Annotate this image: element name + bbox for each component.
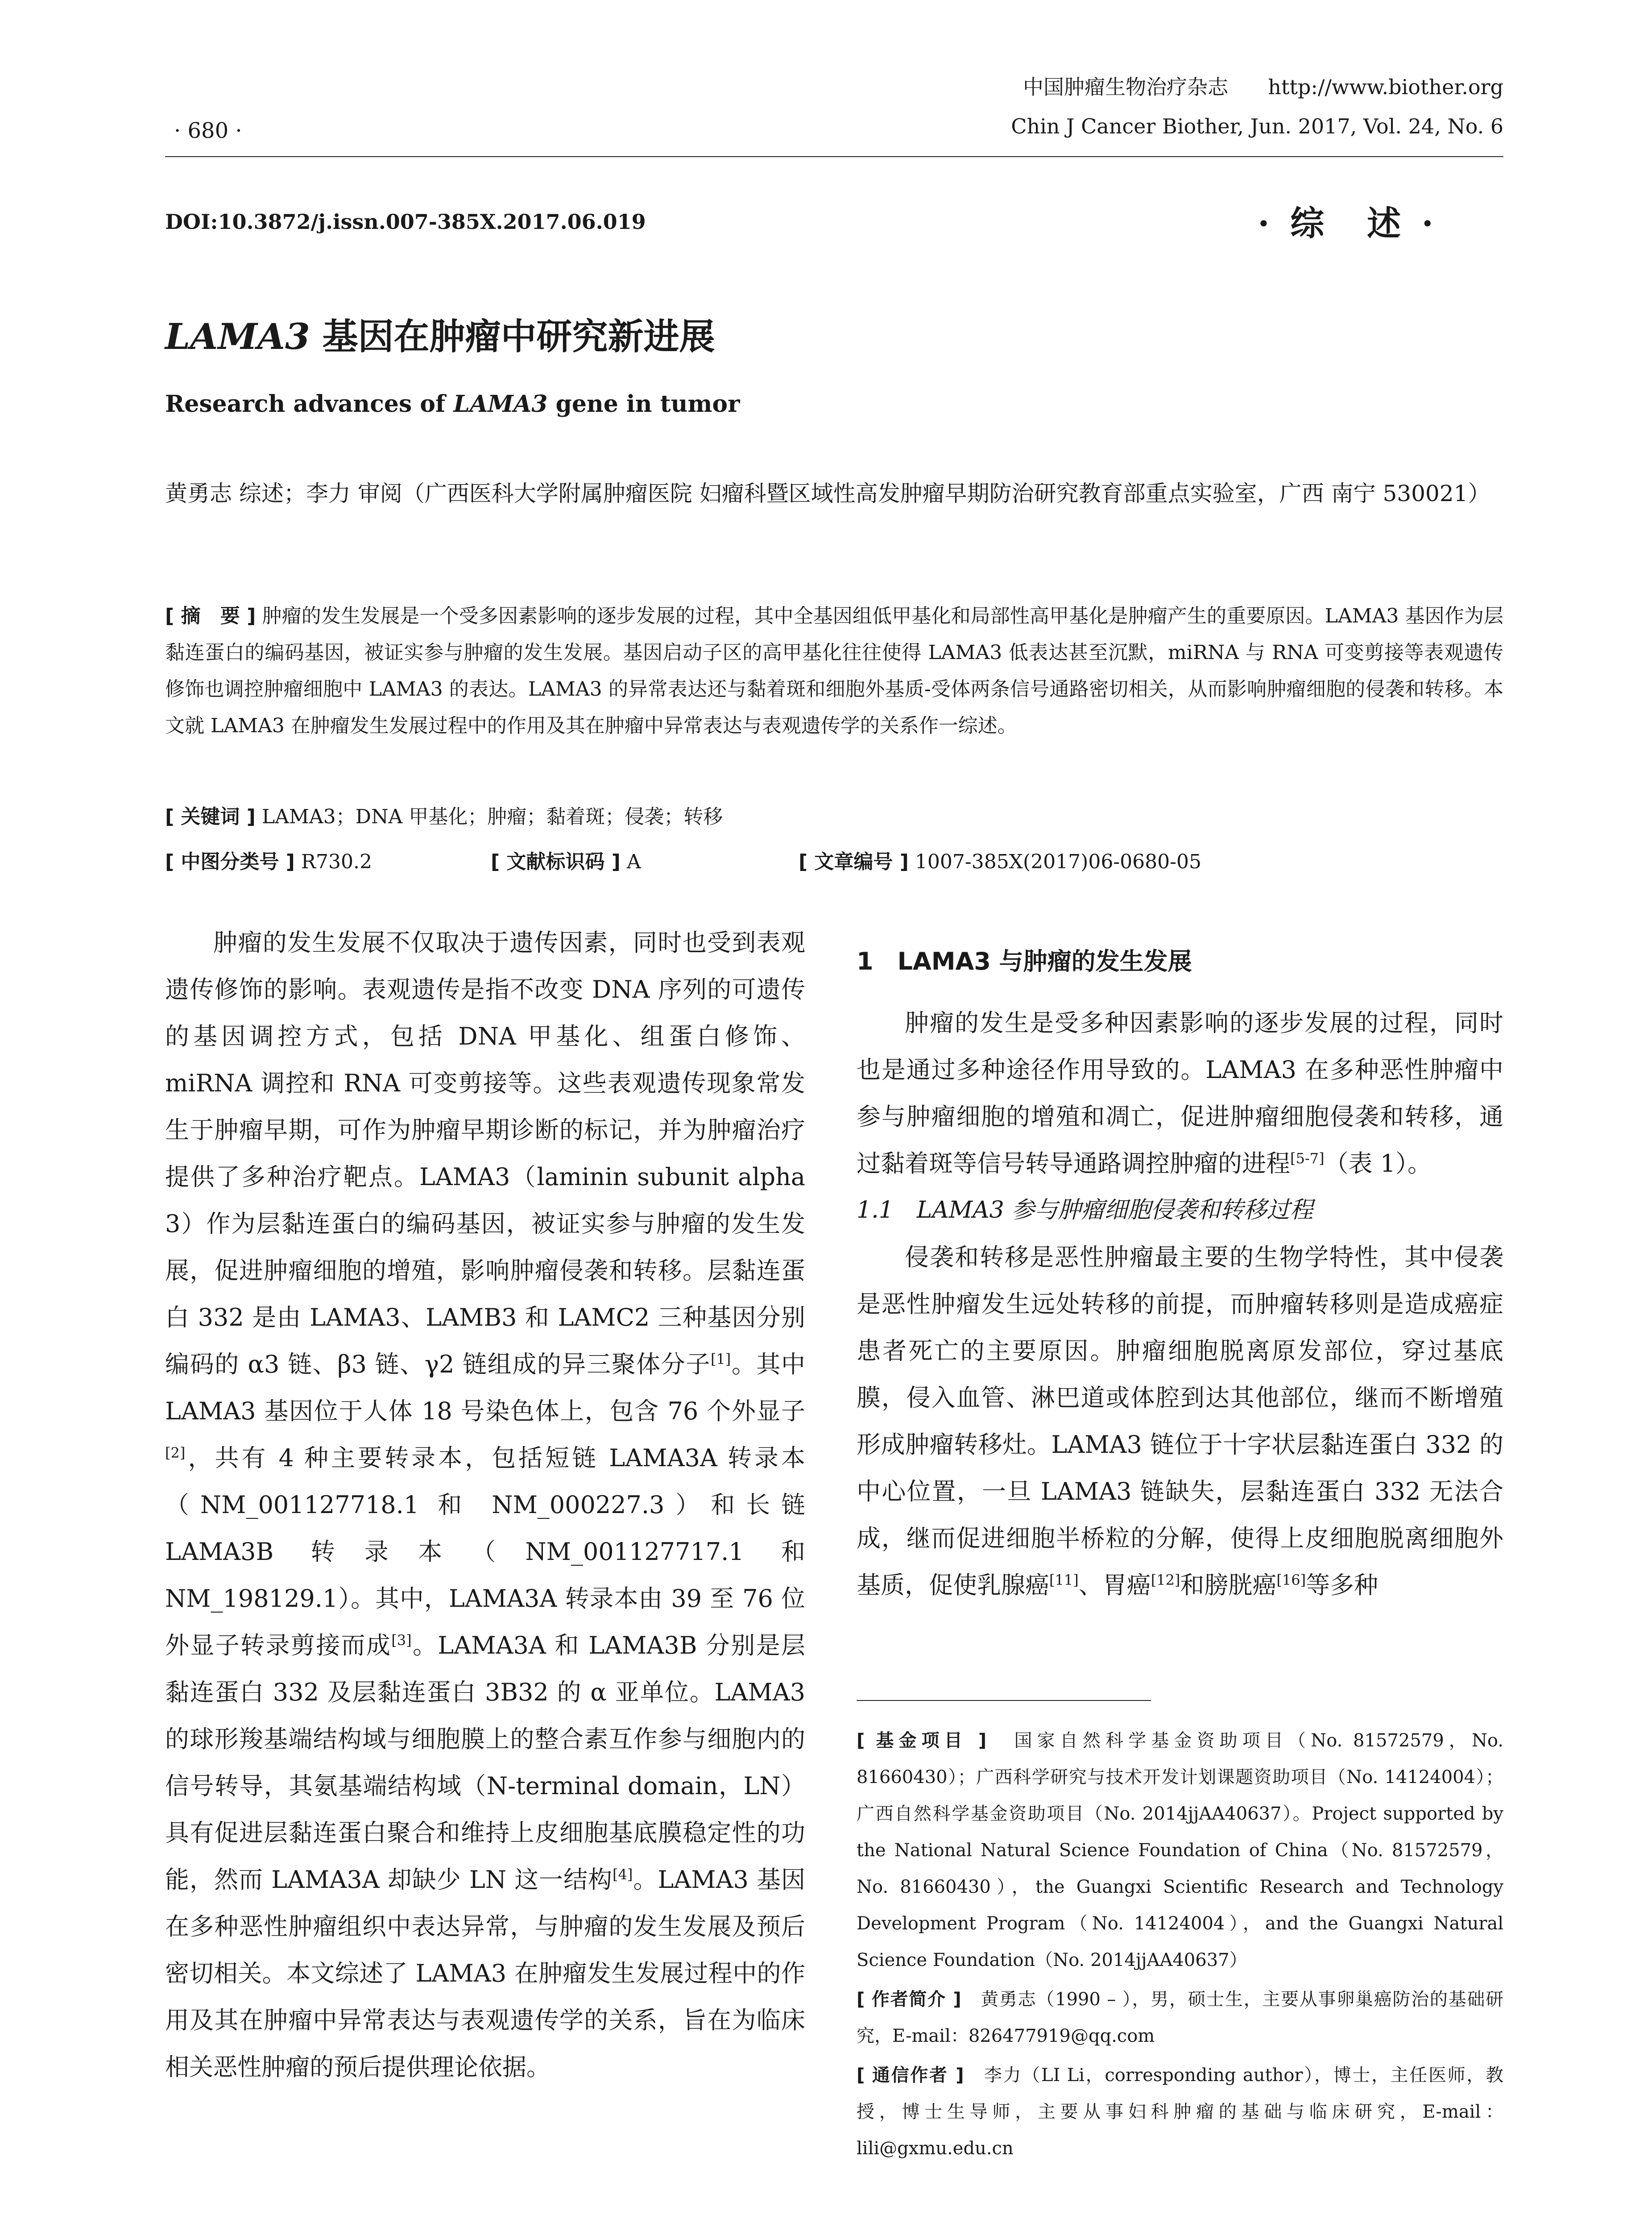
section-heading-1-1: 1.1 LAMA3 参与肿瘤细胞侵袭和转移过程 xyxy=(857,1197,1313,1223)
title-gene: LAMA3 xyxy=(165,315,310,357)
english-title-post: gene in tumor xyxy=(547,390,740,418)
corresponding-footnote: [ 通信作者 ] 李力（LI Li，corresponding author），博士，主任医师，教授，博士生导师，主要从事妇科肿瘤的基础与临床研究，E-mail：lili@gxmu.edu.cn xyxy=(857,2065,1504,2159)
citation[interactable]: [3] xyxy=(391,1632,412,1649)
footnotes xyxy=(857,1722,1503,2169)
intro-paragraph: 肿瘤的发生发展不仅取决于遗传因素，同时也受到表观遗传修饰的影响。表观遗传是指不改变 DNA 序列的可遗传的基因调控方式，包括 DNA 甲基化、组蛋白修饰、miRNA 调控和 RNA 可变剪接等。这些表观遗传现象常发生于肿瘤早期，可作为肿瘤早期诊断的标记，并为肿瘤治疗提供了多种治疗靶点。LAMA3（laminin subunit alpha 3）作为层黏连蛋白的编码基因，被证实参与肿瘤的发生发展，促进肿瘤细胞的增殖，影响肿瘤侵袭和转移。层黏连蛋白 332 是由 LAMA3、LAMB3 和 LAMC2 三种基因分别编码的 α3 链、β3 链、γ2 链组成的异三聚体分子[1]。其中 LAMA3 基因位于人体 18 号染色体上，包含 76 个外显子[2]，共有 4 种主要转录本，包括短链 LAMA3A 转录本（NM_001127718.1 和 NM_000227.3）和长链 LAMA3B 转录本（NM_001127717.1 和 NM_198129.1）。其中，LAMA3A 转录本由 39 至 76 位外显子转录剪接而成[3]。LAMA3A 和 LAMA3B 分别是层黏连蛋白 332 及层黏连蛋白 3B32 的 α 亚单位。LAMA3 的球形羧基端结构域与细胞膜上的整合素互作参与细胞内的信号转导，其氨基端结构域（N-terminal domain，LN）具有促进层黏连蛋白聚合和维持上皮细胞基底膜稳定性的功能，然而 LAMA3A 却缺少 LN 这一结构[4]。LAMA3 基因在多种恶性肿瘤组织中表达异常，与肿瘤的发生发展及预后密切相关。本文综述了 LAMA3 在肿瘤发生发展过程中的作用及其在肿瘤中异常表达与表观遗传学的关系，旨在为临床相关恶性肿瘤的预后提供理论依据。 xyxy=(165,929,806,2081)
document-code: [ 文献标识码 ] A xyxy=(491,850,641,873)
section-heading-1: 1 LAMA3 与肿瘤的发生发展 xyxy=(857,947,1192,975)
citation[interactable]: [12] xyxy=(1151,1572,1180,1588)
journal-url[interactable]: http://www.biother.org xyxy=(1268,75,1503,99)
citation[interactable]: [11] xyxy=(1049,1572,1079,1588)
citation[interactable]: [1] xyxy=(710,1351,731,1368)
abstract xyxy=(165,598,1503,744)
section-1-1-paragraph: 侵袭和转移是恶性肿瘤最主要的生物学特性，其中侵袭是恶性肿瘤发生远处转移的前提，而肿瘤转移则是造成癌症患者死亡的主要原因。肿瘤细胞脱离原发部位，穿过基底膜，侵入血管、淋巴道或体腔到达其他部位，继而不断增殖形成肿瘤转移灶。LAMA3 链位于十字状层黏连蛋白 332 的中心位置，一旦 LAMA3 链缺失，层黏连蛋白 332 无法合成，继而促进细胞半桥粒的分解，使得上皮细胞脱离细胞外基质，促使乳腺癌[11]、胃癌[12]和膀胱癌[16]等多种 xyxy=(857,1243,1503,1599)
english-title xyxy=(165,390,740,418)
author-footnote: [ 作者简介 ] 黄勇志（1990 – ），男，硕士生，主要从事卵巢癌防治的基础研究，E-mail：826477919@qq.com xyxy=(857,1989,1503,2046)
authors-affiliation: 黄勇志 综述；李力 审阅（广西医科大学附属肿瘤医院 妇瘤科暨区域性高发肿瘤早期防治研究教育部重点实验室，广西 南宁 530021） xyxy=(165,481,1491,506)
right-column xyxy=(857,937,1503,1609)
citation[interactable]: [5-7] xyxy=(1290,1150,1325,1167)
abstract-text: 肿瘤的发生发展是一个受多因素影响的逐步发展的过程，其中全基因组低甲基化和局部性高甲基化是肿瘤产生的重要原因。LAMA3 基因作为层黏连蛋白的编码基因，被证实参与肿瘤的发生发展。基因启动子区的高甲基化往往使得 LAMA3 低表达甚至沉默，miRNA 与 RNA 可变剪接等表观遗传修饰也调控肿瘤细胞中 LAMA3 的表达。LAMA3 的异常表达还与黏着斑和细胞外基质-受体两条信号通路密切相关，从而影响肿瘤细胞的侵袭和转移。本文就 LAMA3 在肿瘤发生发展过程中的作用及其在肿瘤中异常表达与表观遗传学的关系作一综述。 xyxy=(165,605,1503,737)
abstract-label: [ 摘 要 ] xyxy=(165,605,256,627)
page-title xyxy=(165,308,715,359)
page-number: · 680 · xyxy=(174,118,242,143)
footnote-rule xyxy=(857,1700,1151,1701)
citation[interactable]: [4] xyxy=(613,1866,633,1883)
title-rest: 基因在肿瘤中研究新进展 xyxy=(310,315,715,357)
section-1-paragraph: 肿瘤的发生是受多种因素影响的逐步发展的过程，同时也是通过多种途径作用导致的。LAMA3 在多种恶性肿瘤中参与肿瘤细胞的增殖和凋亡，促进肿瘤细胞侵袭和转移，通过黏着斑等信号转导通路调控肿瘤的进程[5-7]（表 1）。 xyxy=(857,1009,1503,1178)
keywords xyxy=(165,799,1503,835)
journal-header-line-2: Chin J Cancer Biother, Jun. 2017, Vol. 24, No. 6 xyxy=(1011,114,1503,138)
citation[interactable]: [2] xyxy=(165,1444,186,1461)
citation[interactable]: [16] xyxy=(1276,1572,1306,1588)
header-rule xyxy=(165,156,1503,157)
doi: DOI:10.3872/j.issn.007-385X.2017.06.019 xyxy=(165,210,646,234)
article-number: [ 文章编号 ] 1007-385X(2017)06-0680-05 xyxy=(799,850,1202,873)
journal-name-cn: 中国肿瘤生物治疗杂志 xyxy=(1023,75,1229,99)
left-column xyxy=(165,919,805,2090)
clc-number: [ 中图分类号 ] R730.2 xyxy=(165,850,372,873)
keywords-text: LAMA3；DNA 甲基化；肿瘤；黏着斑；侵袭；转移 xyxy=(261,805,723,828)
fund-footnote: [ 基金项目 ] 国家自然科学基金资助项目（No. 81572579，No. 81660430）；广西科学研究与技术开发计划课题资助项目（No. 14124004）；广西自然科学基金资助项目（No. 2014jjAA40637）。Project supported by the National Natural Science Foundation of China（No. 81572579，No. 81660430），the Guangxi Scientific Research and Technology Development Program（No. 14124004），and the Guangxi Natural Science Foundation（No. 2014jjAA40637） xyxy=(857,1730,1504,1970)
journal-header-line-1 xyxy=(1023,67,1503,107)
english-title-pre: Research advances of xyxy=(165,390,454,418)
section-label: · 综 述 · xyxy=(1258,203,1438,243)
keywords-label: [ 关键词 ] xyxy=(165,805,256,828)
english-title-gene: LAMA3 xyxy=(453,390,548,418)
